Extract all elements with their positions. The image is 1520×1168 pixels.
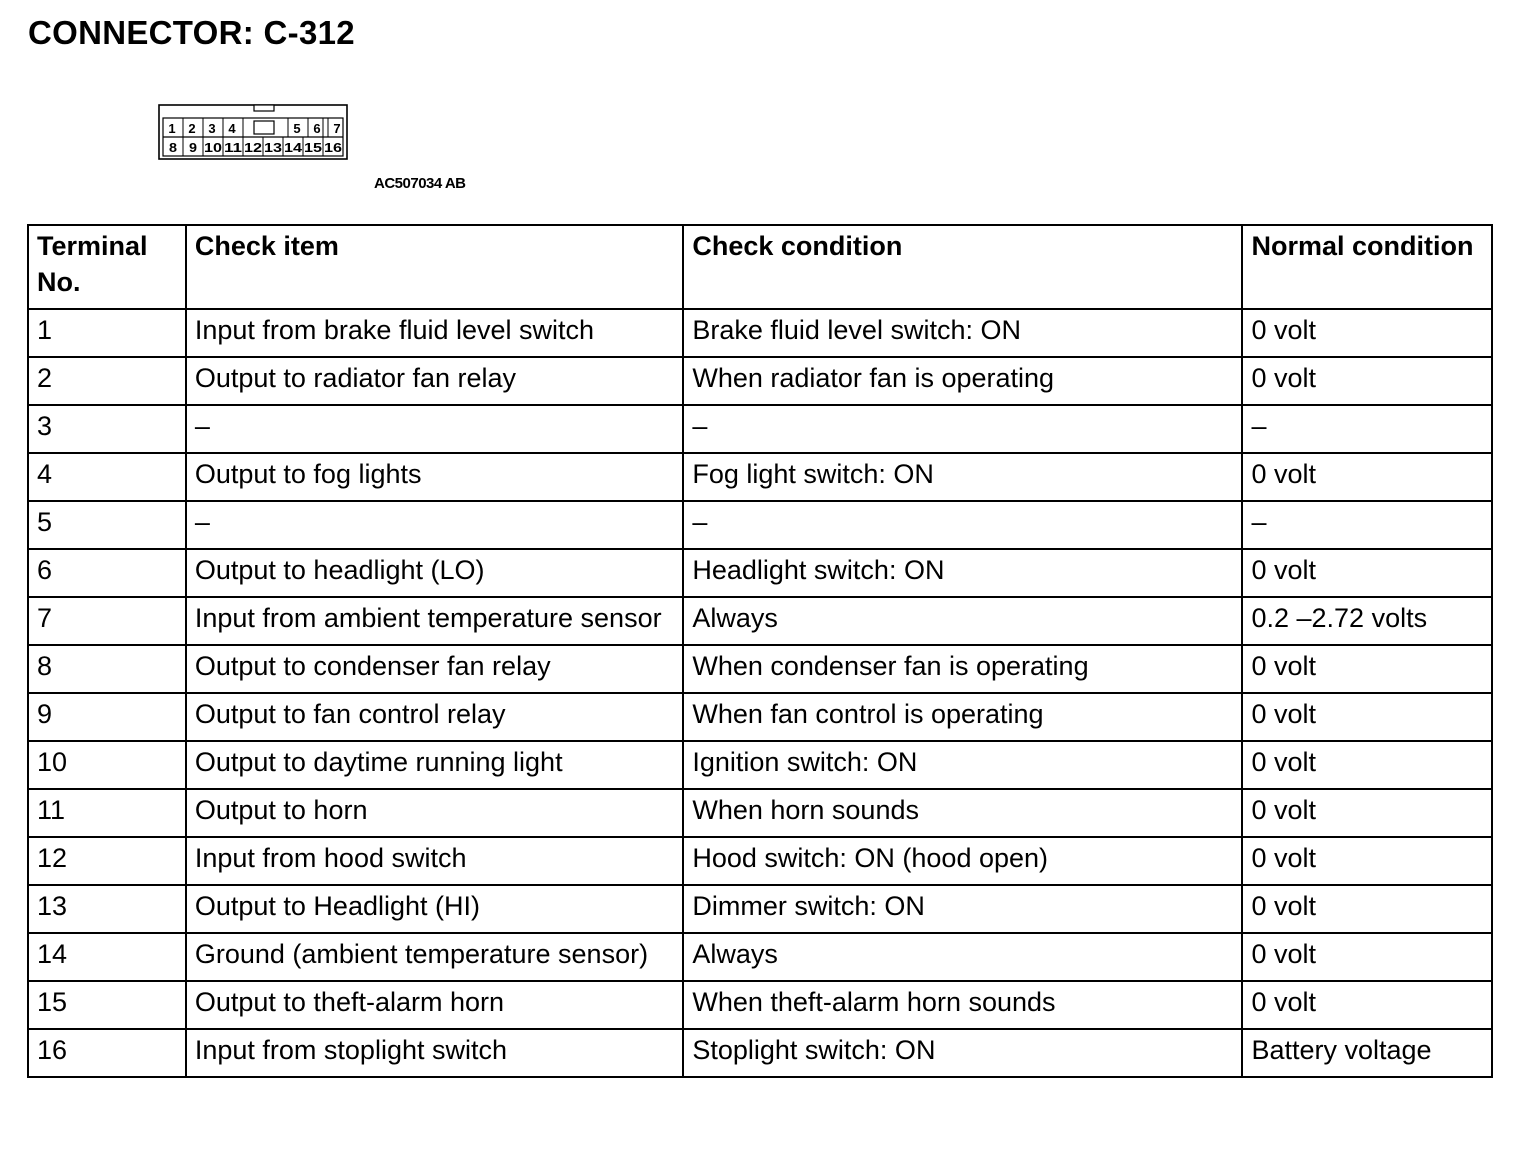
- check-item-cell: Output to headlight (LO): [186, 549, 683, 597]
- pin-label: 2: [188, 121, 196, 136]
- table-row: [28, 501, 1492, 549]
- table-row: [28, 405, 1492, 453]
- normal-condition-cell: 0 volt: [1242, 453, 1492, 501]
- check-item-cell: Output to Headlight (HI): [186, 885, 683, 933]
- terminal-cell: 1: [28, 309, 186, 357]
- check-condition-cell: –: [683, 405, 1242, 453]
- pin-label: 1: [168, 121, 176, 136]
- check-item-cell: Output to fog lights: [186, 453, 683, 501]
- pin-label: 7: [333, 121, 341, 136]
- normal-condition-cell: Battery voltage: [1242, 1029, 1492, 1077]
- check-item-cell: Input from stoplight switch: [186, 1029, 683, 1077]
- check-condition-cell: Dimmer switch: ON: [683, 885, 1242, 933]
- normal-condition-cell: 0 volt: [1242, 309, 1492, 357]
- pin-label: 5: [293, 121, 301, 136]
- check-item-cell: Output to fan control relay: [186, 693, 683, 741]
- table-row: [28, 1029, 1492, 1077]
- check-item-cell: –: [186, 405, 683, 453]
- pin-label: 11: [224, 140, 242, 155]
- terminal-cell: 5: [28, 501, 186, 549]
- check-item-cell: Input from hood switch: [186, 837, 683, 885]
- check-condition-cell: When radiator fan is operating: [683, 357, 1242, 405]
- pin-label: 6: [313, 121, 321, 136]
- table-row: [28, 453, 1492, 501]
- normal-condition-cell: 0 volt: [1242, 357, 1492, 405]
- table-row: [28, 933, 1492, 981]
- table-row: [28, 789, 1492, 837]
- normal-condition-cell: 0 volt: [1242, 645, 1492, 693]
- table-row: [28, 741, 1492, 789]
- check-item-cell: Output to radiator fan relay: [186, 357, 683, 405]
- pin-label: 4: [228, 121, 236, 136]
- connector-diagram: [158, 104, 348, 160]
- table-row: [28, 981, 1492, 1029]
- table-row: [28, 597, 1492, 645]
- table-row: [28, 645, 1492, 693]
- terminal-cell: 2: [28, 357, 186, 405]
- terminal-cell: 4: [28, 453, 186, 501]
- check-condition-cell: When condenser fan is operating: [683, 645, 1242, 693]
- check-condition-cell: When fan control is operating: [683, 693, 1242, 741]
- normal-condition-cell: –: [1242, 501, 1492, 549]
- terminal-cell: 14: [28, 933, 186, 981]
- check-condition-cell: Headlight switch: ON: [683, 549, 1242, 597]
- table-row: [28, 549, 1492, 597]
- pin-label: 15: [304, 140, 322, 155]
- check-condition-cell: Ignition switch: ON: [683, 741, 1242, 789]
- pin-label: 13: [264, 140, 282, 155]
- check-item-cell: Output to horn: [186, 789, 683, 837]
- terminal-cell: 9: [28, 693, 186, 741]
- pin-label: 14: [284, 140, 303, 155]
- normal-condition-cell: 0 volt: [1242, 885, 1492, 933]
- pin-label: 12: [244, 140, 262, 155]
- terminal-cell: 13: [28, 885, 186, 933]
- check-condition-cell: When horn sounds: [683, 789, 1242, 837]
- page-title: CONNECTOR: C-312: [28, 14, 355, 51]
- terminal-cell: 8: [28, 645, 186, 693]
- check-condition-cell: When theft-alarm horn sounds: [683, 981, 1242, 1029]
- check-item-cell: Output to theft-alarm horn: [186, 981, 683, 1029]
- terminal-cell: 6: [28, 549, 186, 597]
- table-row: [28, 885, 1492, 933]
- check-item-cell: Output to daytime running light: [186, 741, 683, 789]
- terminal-cell: 15: [28, 981, 186, 1029]
- normal-condition-cell: 0 volt: [1242, 549, 1492, 597]
- check-condition-cell: Stoplight switch: ON: [683, 1029, 1242, 1077]
- pin-label: 9: [189, 140, 197, 155]
- terminal-cell: 7: [28, 597, 186, 645]
- header-terminal: Terminal No.: [28, 225, 186, 309]
- header-check-item: Check item: [186, 225, 683, 309]
- check-item-cell: Output to condenser fan relay: [186, 645, 683, 693]
- check-condition-cell: Fog light switch: ON: [683, 453, 1242, 501]
- normal-condition-cell: 0 volt: [1242, 693, 1492, 741]
- table-row: [28, 693, 1492, 741]
- pin-label: 8: [169, 140, 177, 155]
- pin-label: 10: [204, 140, 222, 155]
- check-item-cell: Input from brake fluid level switch: [186, 309, 683, 357]
- terminal-cell: 16: [28, 1029, 186, 1077]
- normal-condition-cell: 0 volt: [1242, 981, 1492, 1029]
- table-row: [28, 837, 1492, 885]
- normal-condition-cell: 0.2 –2.72 volts: [1242, 597, 1492, 645]
- header-normal-condition: Normal condition: [1242, 225, 1492, 309]
- normal-condition-cell: 0 volt: [1242, 933, 1492, 981]
- table-row: [28, 357, 1492, 405]
- table-row: [28, 309, 1492, 357]
- terminal-cell: 3: [28, 405, 186, 453]
- check-condition-cell: Always: [683, 597, 1242, 645]
- terminal-table: [27, 224, 1493, 1078]
- normal-condition-cell: –: [1242, 405, 1492, 453]
- check-item-cell: –: [186, 501, 683, 549]
- terminal-cell: 11: [28, 789, 186, 837]
- check-condition-cell: Always: [683, 933, 1242, 981]
- pin-label: 16: [324, 140, 342, 155]
- normal-condition-cell: 0 volt: [1242, 837, 1492, 885]
- figure-code: AC507034 AB: [374, 175, 466, 192]
- terminal-cell: 10: [28, 741, 186, 789]
- check-condition-cell: –: [683, 501, 1242, 549]
- pin-label: 3: [208, 121, 216, 136]
- connector-latch: [254, 105, 274, 111]
- normal-condition-cell: 0 volt: [1242, 741, 1492, 789]
- check-condition-cell: Hood switch: ON (hood open): [683, 837, 1242, 885]
- latch-cavity: [254, 121, 274, 134]
- check-item-cell: Ground (ambient temperature sensor): [186, 933, 683, 981]
- terminal-cell: 12: [28, 837, 186, 885]
- table-header-row: [28, 225, 1492, 309]
- check-condition-cell: Brake fluid level switch: ON: [683, 309, 1242, 357]
- header-check-condition: Check condition: [683, 225, 1242, 309]
- normal-condition-cell: 0 volt: [1242, 789, 1492, 837]
- check-item-cell: Input from ambient temperature sensor: [186, 597, 683, 645]
